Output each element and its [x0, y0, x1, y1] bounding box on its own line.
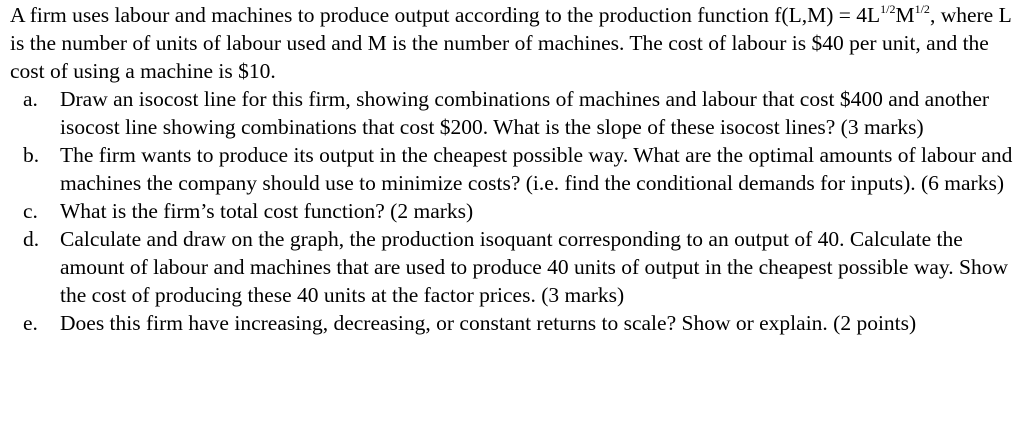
- part-letter: b.: [23, 143, 40, 167]
- part-letter: a.: [23, 87, 38, 111]
- question-part-e: [10, 309, 1024, 337]
- question-part-c: [10, 197, 1024, 225]
- intro-text-3: , where L is the number of units of labour used and M is the number of machines. The cost of labour is $40 per unit, and the cost of using a machine is $10.: [10, 3, 1011, 83]
- part-text: Calculate and draw on the graph, the production isoquant corresponding to an output of 40. Calculate the amount of labour and machines that are used to produce 40 units of output in the cheapest possible way. Show the cost of producing these 40 units at the factor prices. (3 marks): [60, 227, 1008, 307]
- part-text: Draw an isocost line for this firm, showing combinations of machines and labour that cost $400 and another isocost line showing combinations that cost $200. What is the slope of these isocost lines? (3 marks): [60, 87, 990, 139]
- question-intro: [10, 0, 1024, 85]
- part-letter: d.: [23, 227, 40, 251]
- intro-text-1: A firm uses labour and machines to produce output according to the production function f(L,M) = 4L: [10, 3, 881, 27]
- exponent-labour: 1/2: [880, 1, 896, 16]
- question-part-d: [10, 225, 1024, 309]
- question-part-b: [10, 141, 1024, 197]
- intro-text-2: M: [895, 3, 915, 27]
- part-letter: c.: [23, 199, 38, 223]
- part-letter: e.: [23, 311, 38, 335]
- part-text: What is the firm’s total cost function? (2 marks): [60, 199, 474, 223]
- exponent-machines: 1/2: [914, 1, 930, 16]
- part-text: The firm wants to produce its output in the cheapest possible way. What are the optimal amounts of labour and machines the company should use to minimize costs? (i.e. find the conditional demands for inputs). (6 marks): [60, 143, 1013, 195]
- question-parts-list: [10, 85, 1024, 337]
- question-part-a: [10, 85, 1024, 141]
- part-text: Does this firm have increasing, decreasing, or constant returns to scale? Show or explain. (2 points): [60, 311, 917, 335]
